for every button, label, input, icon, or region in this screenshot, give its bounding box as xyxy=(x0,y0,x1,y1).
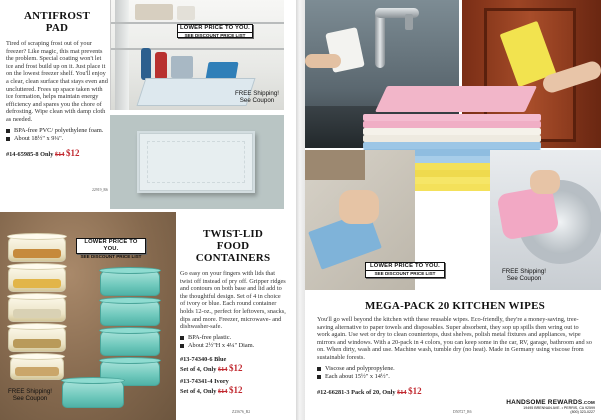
antifrost-pad-photo xyxy=(110,115,284,209)
twist-lid-description: Go easy on your fingers with lids that twist off instead of pry off. Gripper ridges and contours on both base and lid add to the thoughtful design. Set of 4 in choice of ivory or blue. Each round container holds 12-oz., perfect for leftovers, snacks, dips and more. Freezer, microwave- and dishwasher-safe. xyxy=(180,270,286,331)
bullet-item: Each about 15½" x 14½". xyxy=(317,373,593,381)
bullet-item: About 2½"H x 4¼" Diam. xyxy=(180,342,286,350)
brand-phone: (800) 323-0227 xyxy=(570,410,595,414)
twist-lid-photo-code: Z25676_R2 xyxy=(232,410,251,414)
old-price: $14 xyxy=(55,150,65,158)
price-badge: LOWER PRICE TO YOU. SEE DISCOUNT PRICE LIST xyxy=(76,238,146,254)
antifrost-text xyxy=(6,10,108,159)
old-price: $14 xyxy=(217,365,228,373)
antifrost-description: Tired of scraping frost out of your freezer? Like magic, this mat prevents the problem. Special coating won't let ice and frost build up on it. Just place it on the lowest freezer shelf. You'll enjoy a clear, clean surface that stays even and uncluttered. Frees up space taken with ice formation, helps maintain energy efficiency and spares you the chore of defrosting. Wipe clean with damp cloth as needed. xyxy=(6,40,108,123)
twist-lid-bullets xyxy=(180,334,286,350)
twist-lid-order-ivory: #13-74341-4 Ivory Set of 4, Only $14 $12 xyxy=(180,377,243,395)
free-shipping-note: FREE Shipping! See Coupon xyxy=(234,90,280,104)
wipes-title: MEGA-PACK 20 KITCHEN WIPES xyxy=(365,300,545,312)
price-badge: LOWER PRICE TO YOU. SEE DISCOUNT PRICE LIST xyxy=(177,24,253,38)
brand-address: 19495 BRENNAN AVE. • PERRIS, CA 92599 xyxy=(523,406,595,410)
bullet-item: About 18½" x 9¼". xyxy=(6,135,108,143)
antifrost-title: ANTIFROST PAD xyxy=(24,10,90,34)
twist-lid-text xyxy=(180,228,286,396)
bullet-item: BPA-free plastic. xyxy=(180,334,286,342)
pad-image xyxy=(137,131,255,193)
containers-photo xyxy=(0,212,176,420)
old-price: $14 xyxy=(397,388,407,396)
page-gutter xyxy=(296,0,305,420)
brand-name: HANDSOME REWARDS xyxy=(506,399,583,406)
wipes-bullets xyxy=(317,365,593,381)
old-price: $14 xyxy=(217,387,228,395)
wipes-photo-code: D50727_R6 xyxy=(453,410,472,414)
brand-suffix: .COM xyxy=(582,400,595,405)
new-price: $12 xyxy=(229,362,243,373)
twist-lid-title: TWIST-LID FOOD CONTAINERS xyxy=(195,228,271,264)
brand-footer xyxy=(506,399,595,414)
new-price: $12 xyxy=(66,147,80,158)
freezer-photo xyxy=(110,0,284,110)
price-badge: LOWER PRICE TO YOU. SEE DISCOUNT PRICE LIST xyxy=(365,262,445,278)
antifrost-order-line: #14-65985-8 Only $14 $12 xyxy=(6,147,80,158)
wipes-text xyxy=(317,300,593,397)
new-price: $12 xyxy=(408,385,422,396)
catalog-page-left xyxy=(0,0,296,420)
catalog-page-right xyxy=(305,0,601,420)
antifrost-bullets xyxy=(6,127,108,143)
new-price: $12 xyxy=(229,384,243,395)
wipes-description: You'll go well beyond the kitchen with these reusable wipes. Eco-friendly, they're a money-saving, tree-saving alternative to paper towels and disposables. Super absorbent, they sop up spills then wring out to work again. Use wet or dry to clean countertops, dust shelves, polish metal fixtures and appliances, wipe mirrors and windows. With a 20-pack in 4 colors, you can keep some in the car, RV, garage, bathroom and so on. When dirty, wash and use. Machine wash, tumble dry (no heat). Made in Germany using viscose from sustainable forests. xyxy=(317,316,592,361)
free-shipping-note: FREE Shipping! See Coupon xyxy=(501,268,547,282)
bullet-item: BPA-free PVC/ polyethylene foam. xyxy=(6,127,108,135)
twist-lid-order-blue: #13-74340-6 Blue Set of 4, Only $14 $12 xyxy=(180,355,243,373)
wipes-order-line: #12-66281-3 Pack of 20, Only $14 $12 xyxy=(317,385,422,396)
washer-photo xyxy=(490,150,601,290)
free-shipping-note: FREE Shipping! See Coupon xyxy=(7,388,53,402)
bullet-item: Viscose and polypropylene. xyxy=(317,365,593,373)
antifrost-photo-code: 22919_R6 xyxy=(92,188,108,192)
